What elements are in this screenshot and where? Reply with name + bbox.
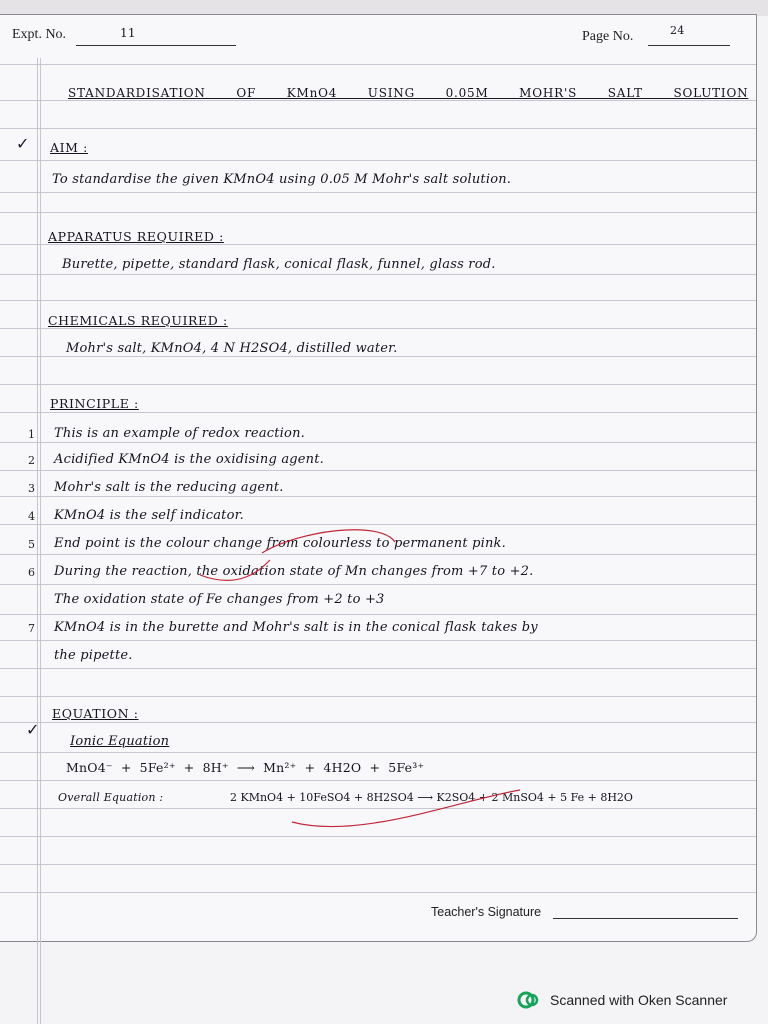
aim-text: To standardise the given KMnO4 using 0.05 M Mohr's salt solution. bbox=[52, 172, 512, 187]
ruled-line bbox=[0, 442, 756, 443]
principle-item-text: the pipette. bbox=[54, 648, 133, 663]
expt-no-label: Expt. No. bbox=[12, 27, 67, 42]
ruled-line bbox=[0, 864, 756, 865]
principle-item-text: Mohr's salt is the reducing agent. bbox=[54, 480, 284, 495]
ruled-line bbox=[0, 614, 756, 615]
ionic-equation-heading: Ionic Equation bbox=[70, 734, 170, 749]
chemicals-heading: CHEMICALS REQUIRED : bbox=[48, 313, 228, 328]
principle-item-text: KMnO4 is the self indicator. bbox=[54, 508, 244, 523]
check-mark-icon: ✓ bbox=[16, 134, 30, 153]
ruled-line bbox=[0, 300, 756, 301]
principle-item-number: 5 bbox=[28, 538, 36, 551]
margin-line-left bbox=[37, 58, 38, 1024]
ruled-line bbox=[0, 128, 756, 129]
page-title: STANDARDISATION OF KMnO4 USING 0.05M MOHR'S SALT SOLUTION bbox=[68, 86, 749, 100]
teacher-signature-label: Teacher's Signature bbox=[431, 905, 542, 919]
ruled-line bbox=[0, 356, 756, 357]
ruled-line bbox=[0, 752, 756, 753]
ruled-line bbox=[0, 192, 756, 193]
apparatus-text: Burette, pipette, standard flask, conical flask, funnel, glass rod. bbox=[62, 257, 496, 272]
ruled-line bbox=[0, 470, 756, 471]
principle-item-text: During the reaction, the oxidation state of Mn changes from +7 to +2. bbox=[54, 564, 534, 579]
aim-heading: AIM : bbox=[50, 140, 88, 155]
signature-line bbox=[553, 918, 738, 919]
ruled-line bbox=[0, 668, 756, 669]
overall-equation-label: Overall Equation : bbox=[58, 791, 164, 804]
scanner-watermark bbox=[516, 990, 727, 1010]
ruled-line bbox=[0, 100, 756, 101]
ruled-line bbox=[0, 244, 756, 245]
ruled-line bbox=[0, 780, 756, 781]
check-mark-icon: ✓ bbox=[26, 720, 40, 739]
ruled-line bbox=[0, 160, 756, 161]
margin-line-left-inner bbox=[40, 58, 41, 1024]
chemicals-text: Mohr's salt, KMnO4, 4 N H2SO4, distilled water. bbox=[66, 341, 398, 356]
ruled-line bbox=[0, 328, 756, 329]
ruled-line bbox=[0, 524, 756, 525]
ruled-line bbox=[0, 836, 756, 837]
principle-item-text: KMnO4 is in the burette and Mohr's salt is in the conical flask takes by bbox=[54, 620, 538, 635]
equation-heading: EQUATION : bbox=[52, 706, 139, 721]
ruled-line bbox=[0, 892, 756, 893]
ruled-line bbox=[0, 384, 756, 385]
principle-item-number: 4 bbox=[28, 510, 36, 523]
ruled-line bbox=[0, 496, 756, 497]
principle-item-number: 1 bbox=[28, 428, 36, 441]
ruled-line bbox=[0, 64, 756, 65]
principle-item-number: 6 bbox=[28, 566, 36, 579]
ruled-line bbox=[0, 584, 756, 585]
page-no-label: Page No. bbox=[582, 29, 634, 44]
apparatus-heading: APPARATUS REQUIRED : bbox=[48, 229, 224, 244]
scanner-watermark-text: Scanned with Oken Scanner bbox=[550, 992, 728, 1008]
principle-heading: PRINCIPLE : bbox=[50, 396, 139, 411]
ruled-line bbox=[0, 722, 756, 723]
expt-no-value: 11 bbox=[120, 26, 136, 40]
principle-item-number: 7 bbox=[28, 622, 36, 635]
ruled-line bbox=[0, 640, 756, 641]
oken-logo-icon bbox=[516, 990, 542, 1010]
overall-equation: 2 KMnO4 + 10FeSO4 + 8H2SO4 ⟶ K2SO4 + 2 MnSO4 + 5 Fe + 8H2O bbox=[230, 791, 633, 804]
ruled-line bbox=[0, 554, 756, 555]
principle-item-number: 2 bbox=[28, 454, 36, 467]
ruled-line bbox=[0, 412, 756, 413]
principle-item-text: This is an example of redox reaction. bbox=[54, 426, 305, 441]
principle-item-text: Acidified KMnO4 is the oxidising agent. bbox=[54, 452, 325, 467]
page-no-value: 24 bbox=[670, 24, 685, 37]
ruled-line bbox=[0, 808, 756, 809]
ionic-equation: MnO4⁻ + 5Fe²⁺ + 8H⁺ ⟶ Mn²⁺ + 4H2O + 5Fe³⁺ bbox=[66, 760, 425, 775]
principle-item-text: The oxidation state of Fe changes from +2 to +3 bbox=[54, 592, 385, 607]
principle-item-number: 3 bbox=[28, 482, 36, 495]
principle-item-text: End point is the colour change from colourless to permanent pink. bbox=[54, 536, 506, 551]
ruled-line bbox=[0, 212, 756, 213]
page-header bbox=[0, 14, 756, 58]
ruled-line bbox=[0, 274, 756, 275]
ruled-line bbox=[0, 696, 756, 697]
